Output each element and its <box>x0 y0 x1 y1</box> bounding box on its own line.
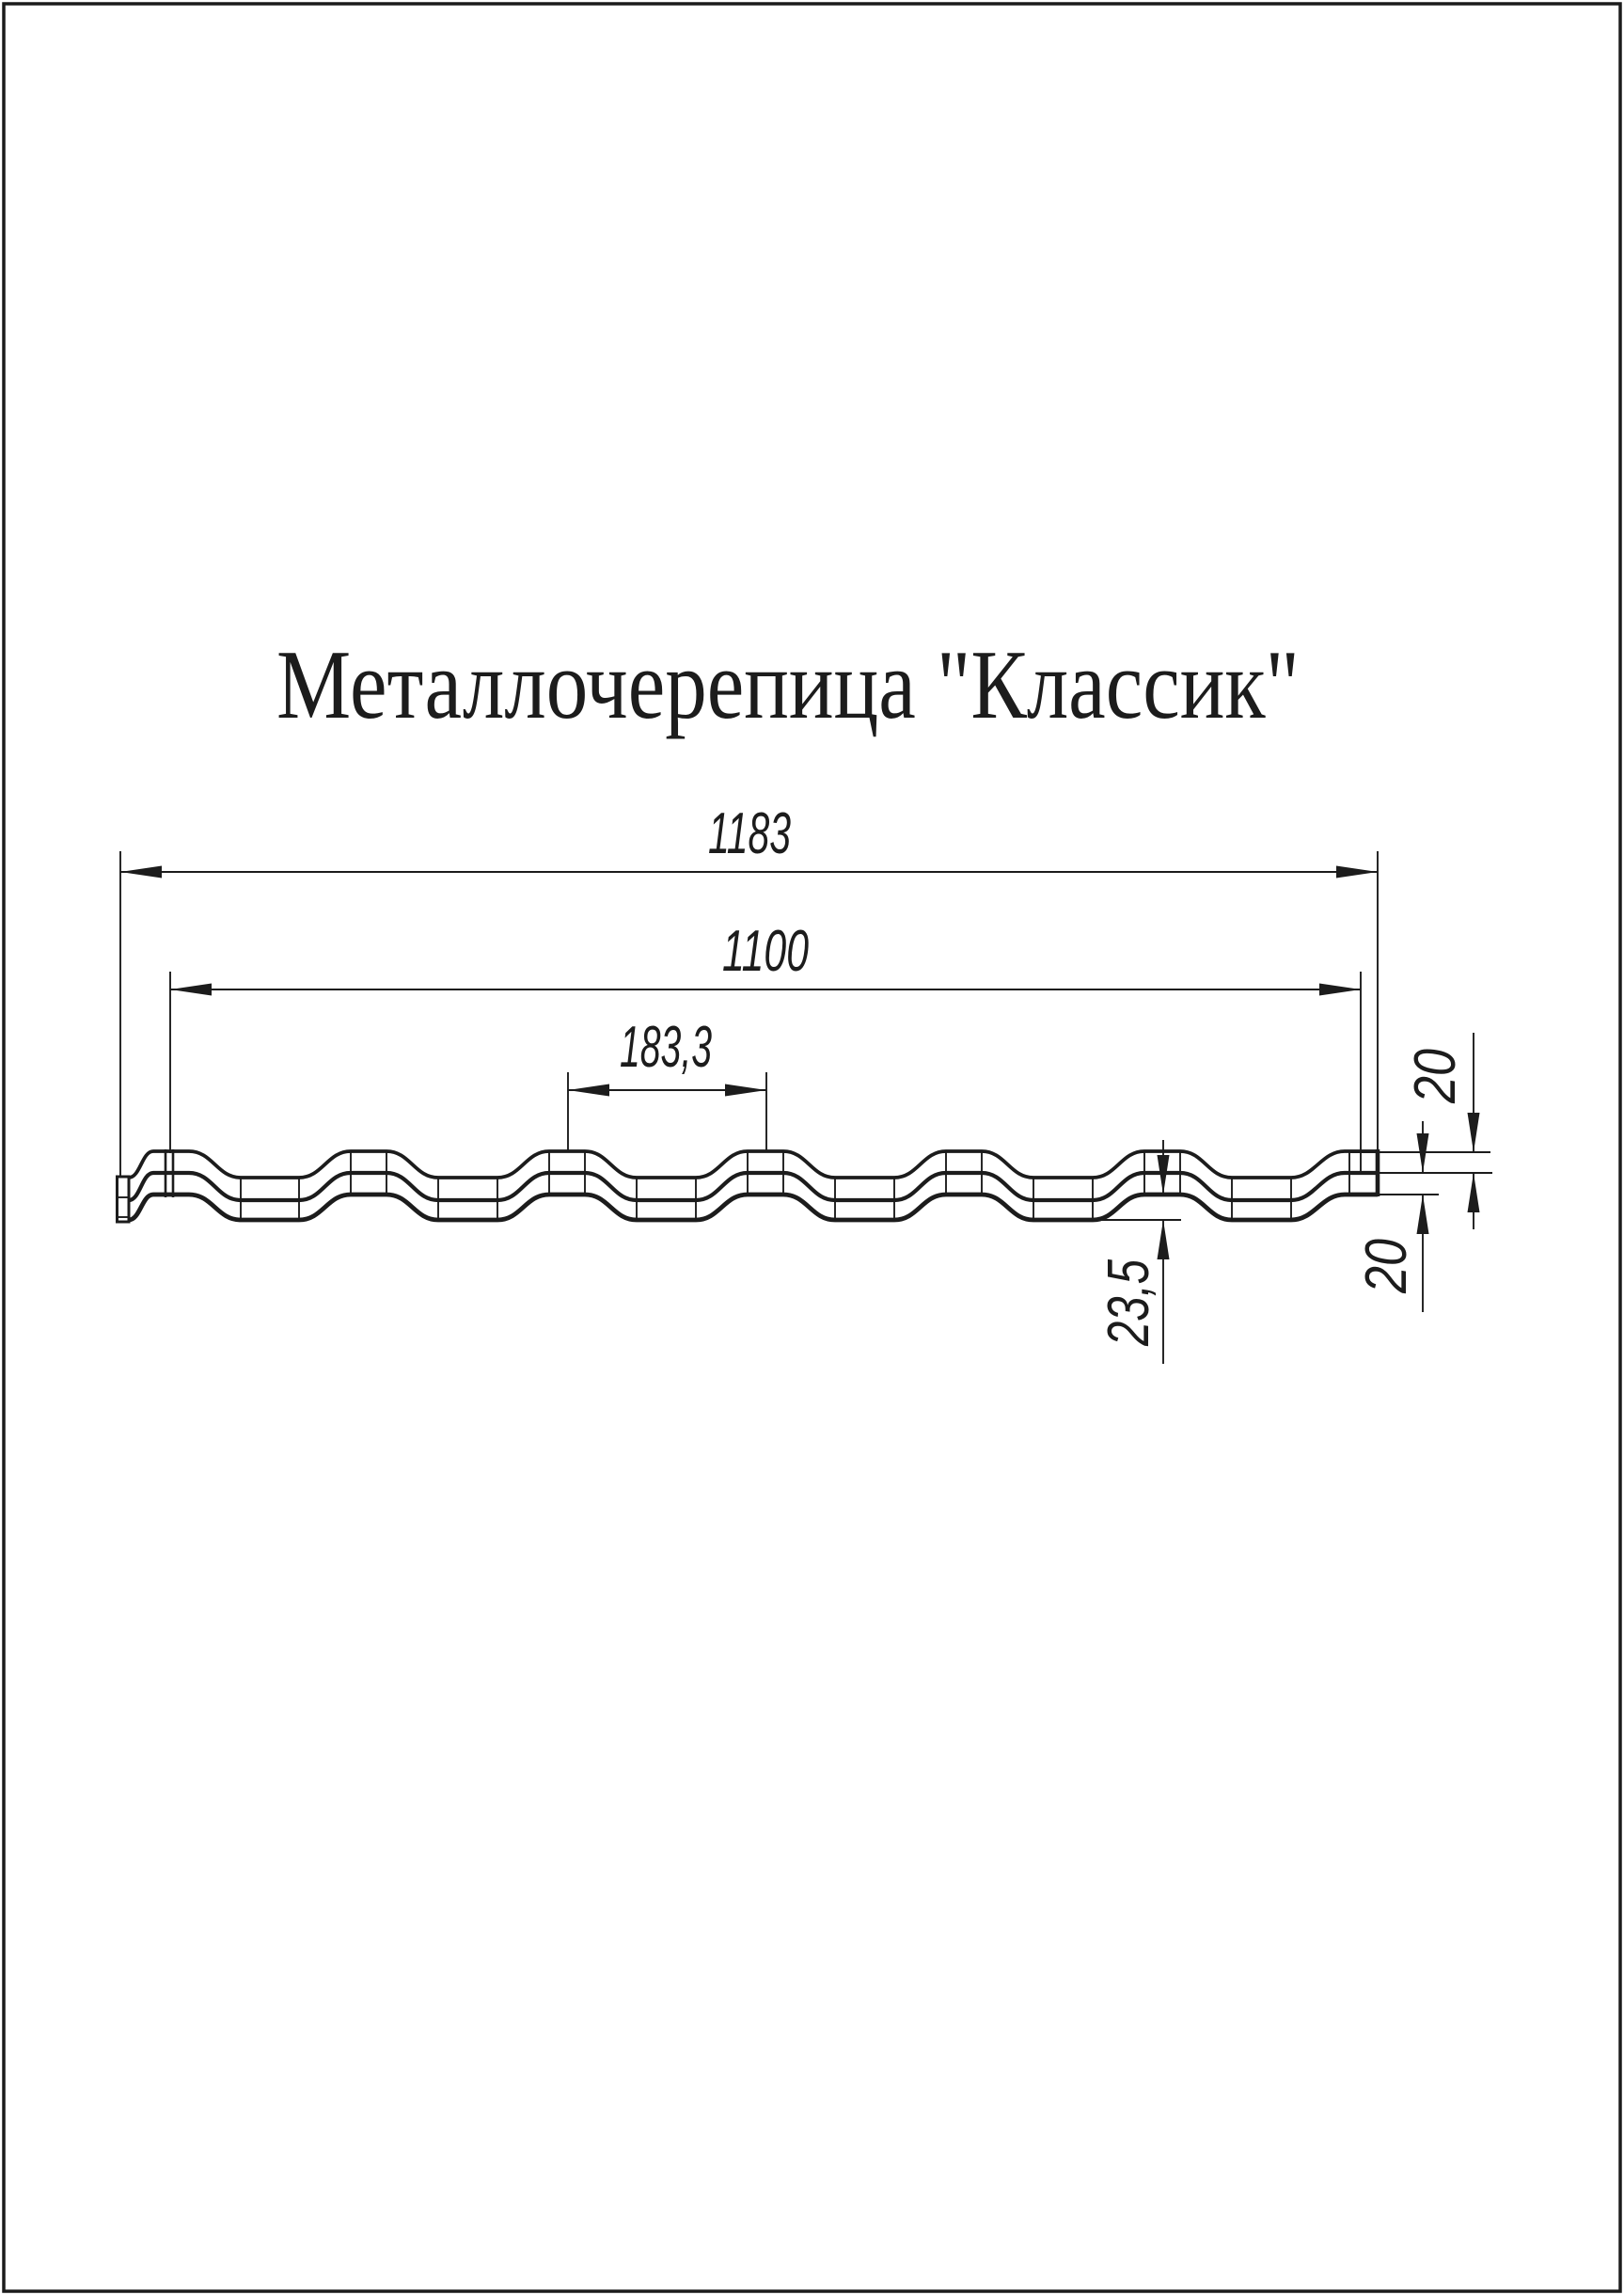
dim-wave-pitch <box>568 1015 766 1097</box>
arrow-down-icon <box>1468 1113 1480 1152</box>
profile-sheet <box>118 1149 1379 1222</box>
arrow-up-icon <box>1468 1173 1480 1212</box>
dim-step-upper <box>1403 1033 1480 1229</box>
arrow-down-icon <box>1417 1133 1429 1173</box>
arrow-left-icon <box>120 866 162 878</box>
arrow-left-icon <box>170 984 212 996</box>
sheet-bottom-edge-line <box>129 1195 1378 1220</box>
dim-overall-width-label: 1183 <box>708 801 791 866</box>
arrow-up-icon <box>1417 1195 1429 1234</box>
page-title: Металлочерепица "Классик" <box>276 629 1300 739</box>
dim-step-lower-label: 20 <box>1354 1228 1419 1293</box>
left-edge-flange <box>118 1177 130 1222</box>
dim-wave-height-label: 23,5 <box>1096 1232 1161 1346</box>
dim-overall-width <box>120 801 1378 878</box>
dim-cover-width <box>170 919 1361 996</box>
arrow-up-icon <box>1158 1220 1170 1259</box>
arrow-right-icon <box>1336 866 1378 878</box>
arrow-right-icon <box>725 1084 766 1097</box>
arrow-left-icon <box>568 1084 609 1097</box>
arrow-right-icon <box>1319 984 1361 996</box>
dim-wave-pitch-label: 183,3 <box>620 1015 712 1080</box>
dim-step-upper-label: 20 <box>1403 1038 1468 1103</box>
dim-cover-width-label: 1100 <box>722 919 809 984</box>
